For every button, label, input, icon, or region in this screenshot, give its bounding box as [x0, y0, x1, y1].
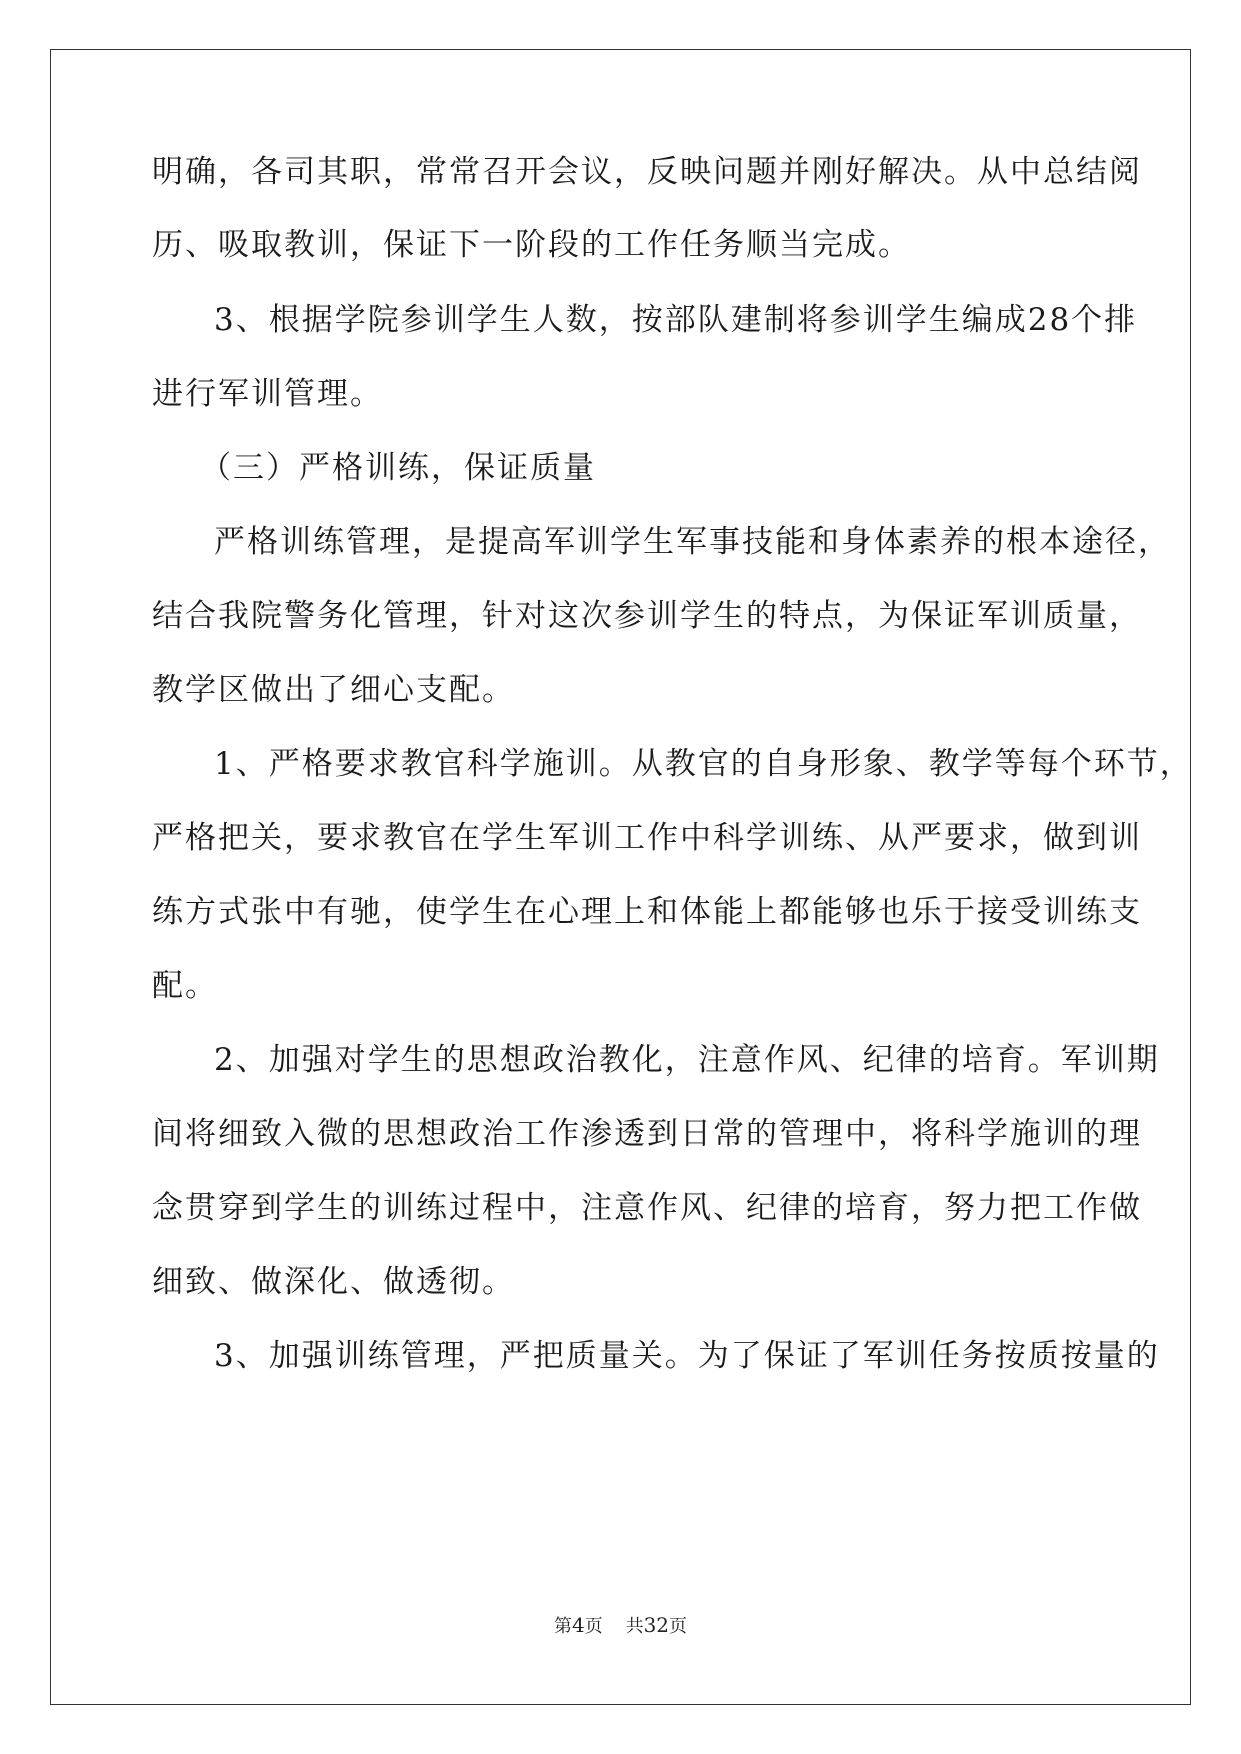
footer-prefix: 第	[553, 1616, 572, 1637]
text-line: 细致、做深化、做透彻。	[152, 1264, 515, 1300]
text-line: 念贯穿到学生的训练过程中，注意作风、纪律的培育，努力把工作做	[152, 1190, 1142, 1226]
text-line: 间将细致入微的思想政治工作渗透到日常的管理中，将科学施训的理	[152, 1116, 1142, 1152]
text-line: 3、根据学院参训学生人数，按部队建制将参训学生编成28个排	[214, 302, 1138, 338]
page-number: 4	[571, 1613, 585, 1637]
text-line: 进行军训管理。	[152, 376, 383, 412]
text-line: 练方式张中有驰，使学生在心理上和体能上都能够也乐于接受训练支	[152, 894, 1142, 930]
text-line: 历、吸取教训，保证下一阶段的工作任务顺当完成。	[152, 227, 911, 263]
text-line: 明确，各司其职，常常召开会议，反映问题并刚好解决。从中总结阅	[152, 154, 1142, 190]
text-line: 结合我院警务化管理，针对这次参训学生的特点，为保证军训质量，	[152, 598, 1142, 634]
section-heading: （三）严格训练，保证质量	[200, 450, 596, 486]
page-footer	[0, 1612, 1241, 1638]
text-line: 3、加强训练管理，严把质量关。为了保证了军训任务按质按量的	[214, 1338, 1160, 1374]
text-line: 2、加强对学生的思想政治教化，注意作风、纪律的培育。军训期	[214, 1042, 1160, 1078]
footer-total-prefix: 共	[625, 1616, 644, 1637]
text-line: 严格把关，要求教官在学生军训工作中科学训练、从严要求，做到训	[152, 820, 1142, 856]
text-line: 严格训练管理，是提高军训学生军事技能和身体素养的根本途径，	[214, 524, 1171, 560]
footer-total-suffix: 页	[669, 1616, 688, 1637]
text-line: 教学区做出了细心支配。	[152, 672, 515, 708]
footer-page-suffix: 页	[584, 1616, 603, 1637]
text-line: 配。	[152, 968, 218, 1004]
total-pages: 32	[643, 1613, 670, 1637]
text-line: 1、严格要求教官科学施训。从教官的自身形象、教学等每个环节，	[214, 746, 1193, 782]
